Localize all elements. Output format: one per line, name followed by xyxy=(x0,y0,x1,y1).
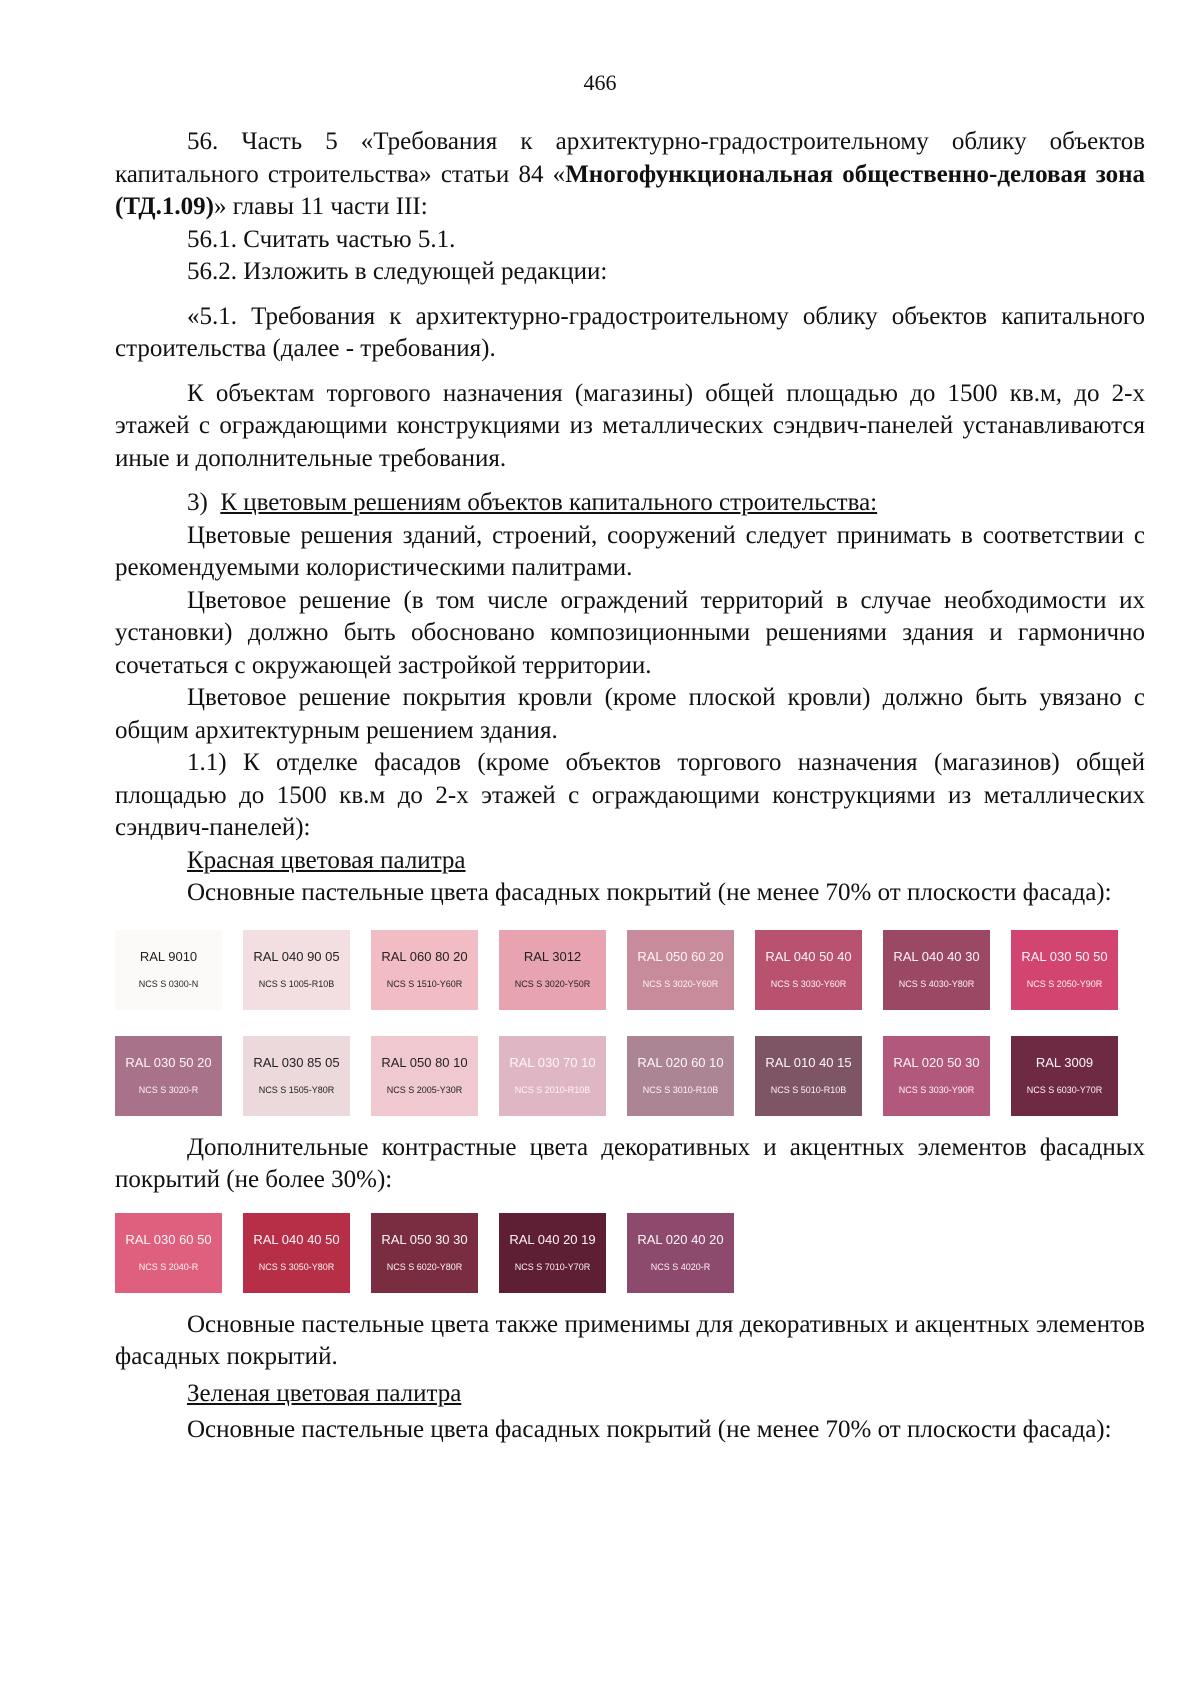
item-56-1: 56.1. Считать частью 5.1. xyxy=(187,225,456,253)
swatch-ral-code: RAL 9010 xyxy=(139,949,198,964)
red-palette-note: Основные пастельные цвета также применимы для декоративных и акцентных элементов фасадных покрытий. xyxy=(115,1310,1145,1370)
swatch-ncs-code: NCS S 3050-Y80R xyxy=(258,1262,335,1272)
red-main-swatches-row-1 xyxy=(115,930,1145,1010)
red-palette-title: Красная цветовая палитра xyxy=(187,846,466,874)
swatch-ncs-code: NCS S 1510-Y60R xyxy=(386,979,463,989)
swatch-ncs-code: NCS S 0300-N xyxy=(138,979,199,989)
color-swatch xyxy=(499,1036,606,1116)
swatch-ral-code: RAL 040 20 19 xyxy=(509,1232,596,1247)
color-swatch xyxy=(371,1213,478,1293)
swatch-ncs-code: NCS S 6030-Y70R xyxy=(1026,1085,1103,1095)
swatch-ncs-code: NCS S 7010-Y70R xyxy=(514,1262,591,1272)
swatch-ral-code: RAL 040 50 40 xyxy=(765,949,852,964)
swatch-ncs-code: NCS S 3030-Y60R xyxy=(770,979,847,989)
swatch-ral-code: RAL 3012 xyxy=(523,949,582,964)
paragraph-1-1: 1.1) К отделке фасадов (кроме объектов торгового назначения (магазинов) общей площадью до 1500 кв.м до 2-х этажей с ограждающими конструкциями из металлических сэндвич-панелей): xyxy=(115,749,1145,841)
paragraph-trade-objects: К объектам торгового назначения (магазины) общей площадью до 1500 кв.м, до 2-х этажей с ограждающими конструкциями из металлических сэндвич-панелей устанавливаются иные и дополнительные требования. xyxy=(115,379,1145,472)
swatch-ral-code: RAL 030 60 50 xyxy=(125,1232,212,1247)
color-swatch xyxy=(115,1036,222,1116)
color-swatch xyxy=(499,1213,606,1293)
color-swatch xyxy=(883,930,990,1010)
swatch-ncs-code: NCS S 4030-Y80R xyxy=(898,979,975,989)
paragraph-color-3: Цветовое решение покрытия кровли (кроме плоской кровли) должно быть увязано с общим архитектурным решением здания. xyxy=(115,684,1145,744)
color-swatch xyxy=(755,1036,862,1116)
swatch-ncs-code: NCS S 3030-Y90R xyxy=(898,1085,975,1095)
swatch-ral-code: RAL 050 30 30 xyxy=(381,1232,468,1247)
swatch-ral-code: RAL 040 40 50 xyxy=(253,1232,340,1247)
swatch-ncs-code: NCS S 3020-Y60R xyxy=(642,979,719,989)
green-palette-title: Зеленая цветовая палитра xyxy=(187,1379,462,1407)
color-swatch xyxy=(243,1213,350,1293)
swatch-ral-code: RAL 040 90 05 xyxy=(253,949,340,964)
swatch-ncs-code: NCS S 2040-R xyxy=(138,1262,199,1272)
green-palette-heading xyxy=(115,1378,1145,1411)
swatch-ncs-code: NCS S 2010-R10B xyxy=(514,1085,591,1095)
color-swatch xyxy=(1011,1036,1118,1116)
intro-tail: » главы 11 части III: xyxy=(213,193,428,220)
swatch-ncs-code: NCS S 2005-Y30R xyxy=(386,1085,463,1095)
swatch-ral-code: RAL 050 60 20 xyxy=(637,949,724,964)
swatch-ncs-code: NCS S 1005-R10B xyxy=(258,979,335,989)
swatch-ral-code: RAL 020 60 10 xyxy=(637,1055,724,1070)
swatch-ral-code: RAL 020 40 20 xyxy=(637,1232,724,1247)
color-swatch xyxy=(499,930,606,1010)
swatch-ral-code: RAL 3009 xyxy=(1035,1055,1094,1070)
color-swatch xyxy=(371,1036,478,1116)
color-swatch xyxy=(1011,930,1118,1010)
swatch-ral-code: RAL 050 80 10 xyxy=(381,1055,468,1070)
intro-lead: 56. Часть 5 «Требования к архитектурно-градостроительному облику объектов капитального строительства» статьи 84 « xyxy=(115,128,1145,188)
swatch-ncs-code: NCS S 3020-R xyxy=(138,1085,199,1095)
swatch-ral-code: RAL 030 50 20 xyxy=(125,1055,212,1070)
page-number: 466 xyxy=(583,70,617,95)
swatch-ncs-code: NCS S 5010-R10B xyxy=(770,1085,847,1095)
swatch-ncs-code: NCS S 1505-Y80R xyxy=(258,1085,335,1095)
section-3-title: К цветовым решениям объектов капитального строительства: xyxy=(220,489,878,516)
swatch-ncs-code: NCS S 3010-R10B xyxy=(642,1085,719,1095)
swatch-ncs-code: NCS S 4020-R xyxy=(650,1262,711,1272)
color-swatch xyxy=(115,1213,222,1293)
color-swatch xyxy=(243,930,350,1010)
swatch-ral-code: RAL 010 40 15 xyxy=(765,1055,852,1070)
swatch-ral-code: RAL 020 50 30 xyxy=(893,1055,980,1070)
color-swatch xyxy=(755,930,862,1010)
swatch-ral-code: RAL 040 40 30 xyxy=(893,949,980,964)
red-palette-heading xyxy=(115,845,1145,878)
section-3-heading xyxy=(115,487,1145,520)
red-main-colors-label: Основные пастельные цвета фасадных покрытий (не менее 70% от плоскости фасада): xyxy=(187,879,1112,906)
swatch-ral-code: RAL 030 50 50 xyxy=(1021,949,1108,964)
intro-zone-name: Многофункциональная общественно-деловая зона (ТД.1.09) xyxy=(115,160,1145,220)
color-swatch xyxy=(243,1036,350,1116)
document-body xyxy=(115,126,1145,1447)
swatch-ncs-code: NCS S 2050-Y90R xyxy=(1026,979,1103,989)
red-accent-swatches-row xyxy=(115,1213,1145,1293)
swatch-ral-code: RAL 030 70 10 xyxy=(509,1055,596,1070)
color-swatch xyxy=(627,930,734,1010)
swatch-ral-code: RAL 030 85 05 xyxy=(253,1055,340,1070)
section-3-number: 3) xyxy=(187,489,208,516)
color-swatch xyxy=(627,1213,734,1293)
color-swatch xyxy=(115,930,222,1010)
color-swatch xyxy=(883,1036,990,1116)
color-swatch xyxy=(371,930,478,1010)
swatch-ncs-code: NCS S 3020-Y50R xyxy=(514,979,591,989)
red-accent-colors-label: Дополнительные контрастные цвета декоративных и акцентных элементов фасадных покрытий (не более 30%): xyxy=(115,1133,1145,1193)
red-main-swatches-row-2 xyxy=(115,1036,1145,1116)
paragraph-color-2: Цветовое решение (в том числе ограждений территорий в случае необходимости их установки) должно быть обосновано композиционными решениями здания и гармонично сочетаться с окружающей застройкой территории. xyxy=(115,586,1145,679)
green-main-colors-label: Основные пастельные цвета фасадных покрытий (не менее 70% от плоскости фасада): xyxy=(187,1416,1112,1443)
color-swatch xyxy=(627,1036,734,1116)
swatch-ral-code: RAL 060 80 20 xyxy=(381,949,468,964)
swatch-ncs-code: NCS S 6020-Y80R xyxy=(386,1262,463,1272)
paragraph-5-1: «5.1. Требования к архитектурно-градостроительному облику объектов капитального строительства (далее - требования). xyxy=(115,302,1145,362)
item-56-2: 56.2. Изложить в следующей редакции: xyxy=(187,258,608,285)
paragraph-color-1: Цветовые решения зданий, строений, сооружений следует принимать в соответствии с рекомендуемыми колористическими палитрами. xyxy=(115,521,1145,581)
intro-paragraph xyxy=(115,126,1145,224)
